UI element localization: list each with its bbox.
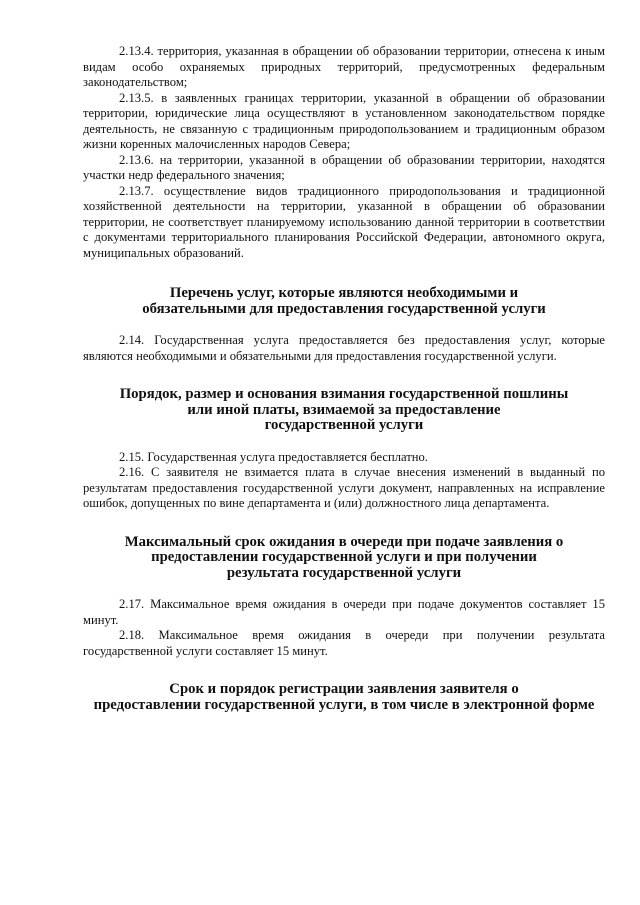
- heading-line: Перечень услуг, которые являются необходимыми и: [169, 285, 519, 301]
- heading-line: Порядок, размер и основания взимания государственной пошлины: [119, 386, 569, 402]
- section-heading-registration: [83, 682, 605, 713]
- section-heading-required-services: [83, 286, 605, 317]
- clause-2-13-5: 2.13.5. в заявленных границах территории, указанной в обращении об образовании территории, юридические лица осуществляют в установленном законодательством порядке деятельность, не связанную с традиционным природопользованием и традиционным образом жизни коренных малочисленных народов Севера;: [83, 90, 605, 151]
- heading-line: государственной услуги: [264, 417, 424, 433]
- heading-line: результата государственной услуги: [226, 564, 462, 581]
- heading-line: Срок и порядок регистрации заявления заявителя о: [169, 681, 519, 697]
- clause-2-17: 2.17. Максимальное время ожидания в очереди при подаче документов составляет 15 минут.: [83, 597, 605, 627]
- heading-line: обязательными для предоставления государственной услуги: [142, 300, 546, 317]
- section-heading-queue-time: [83, 535, 605, 582]
- document-page: [83, 44, 605, 713]
- clause-2-14: 2.14. Государственная услуга предоставляется без предоставления услуг, которые являются необходимыми и обязательными для предоставления государственной услуги.: [83, 333, 605, 363]
- clause-2-13-4: 2.13.4. территория, указанная в обращении об образовании территории, отнесена к иным видам особо охраняемых природных территорий, предусмотренных федеральным законодательством;: [83, 44, 605, 89]
- heading-line: предоставлении государственной услуги, в том числе в электронной форме: [93, 696, 595, 713]
- clause-2-13-6: 2.13.6. на территории, указанной в обращении об образовании территории, находятся участки недр федерального значения;: [83, 152, 605, 182]
- clause-2-15: 2.15. Государственная услуга предоставляется бесплатно.: [119, 449, 428, 464]
- heading-line: Максимальный срок ожидания в очереди при подаче заявления о: [124, 533, 564, 550]
- clause-2-13-7: 2.13.7. осуществление видов традиционного природопользования и традиционной хозяйственной деятельности на территории, указанной в обращении об образовании территории, не соответствует планируемому использованию данной территории в соответствии с документами территориального планирования Российской Федерации, автономного округа, муниципальных образований.: [83, 183, 605, 260]
- clause-2-18: 2.18. Максимальное время ожидания в очереди при получении результата государственной услуги составляет 15 минут.: [83, 628, 605, 658]
- section-heading-state-fee: [83, 387, 605, 434]
- clause-2-16: 2.16. С заявителя не взимается плата в случае внесения изменений в выданный по результатам предоставления государственной услуги документ, направленных на исправление ошибок, допущенных по вине департамента и (или) должностного лица департамента.: [83, 465, 605, 510]
- heading-line: предоставлении государственной услуги и при получении: [151, 549, 537, 565]
- heading-line: или иной платы, взимаемой за предоставление: [187, 401, 501, 418]
- page-corner-mark: [583, 38, 605, 48]
